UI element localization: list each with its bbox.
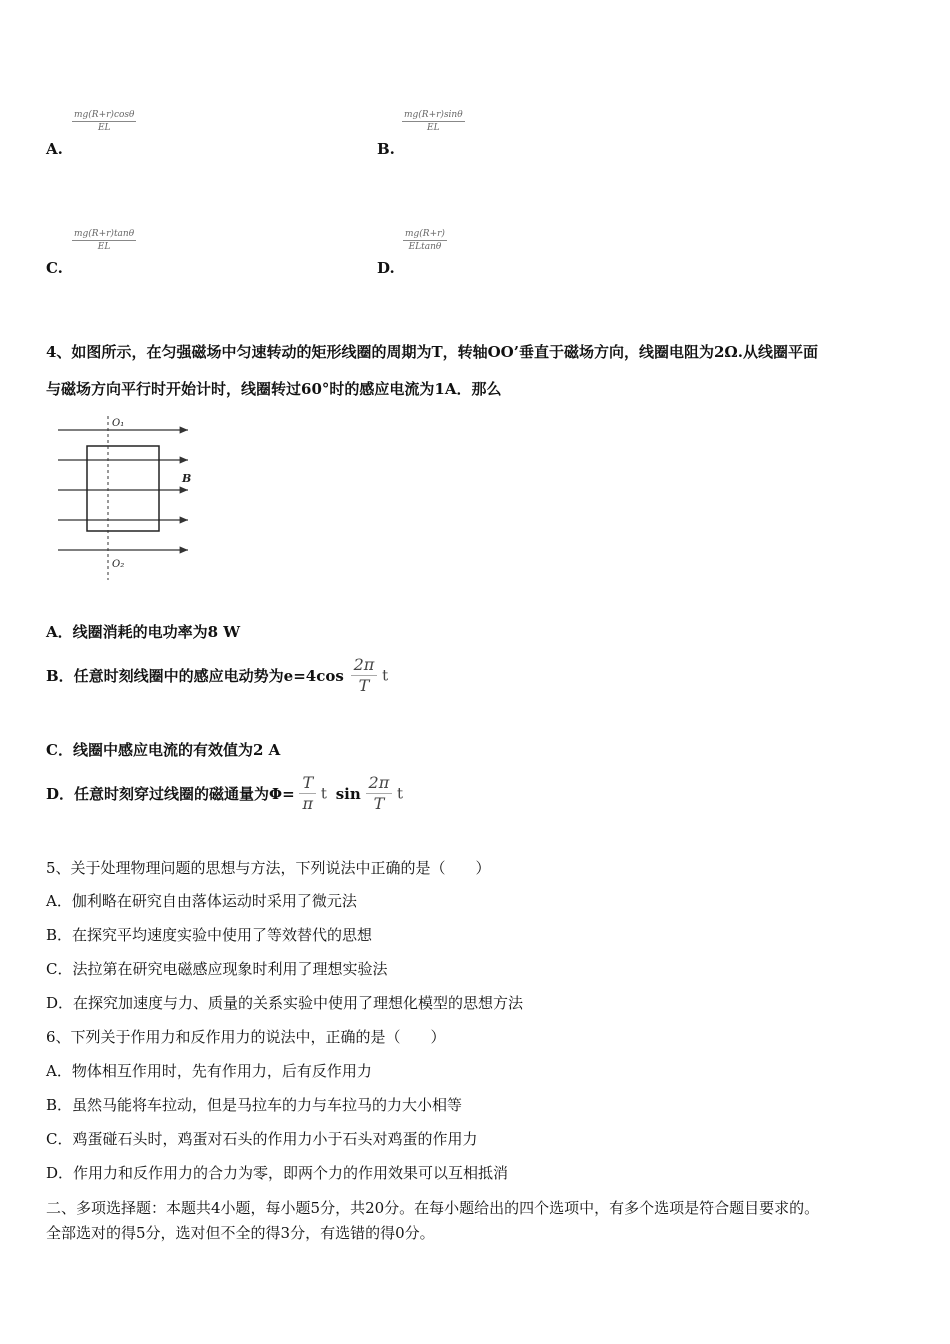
q3-option-b-denominator: EL	[427, 123, 440, 133]
coil-magnetic-field-diagram	[54, 414, 204, 584]
q4-option-b-suffix: t	[382, 666, 389, 685]
q5-option-a: A．伽利略在研究自由落体运动时采用了微元法	[46, 892, 357, 910]
q3-option-b-numerator: mg(R+r)sinθ	[404, 110, 463, 120]
q4-option-d-fraction-1	[299, 773, 316, 814]
q3-option-a-formula	[72, 110, 136, 133]
q4-option-d-sin: sin	[335, 784, 361, 803]
q4-option-d-frac1-num: T	[299, 773, 316, 794]
q4-option-d-frac2-num: 2π	[366, 773, 393, 794]
q3-option-b-letter: B.	[377, 140, 395, 158]
q4-option-d-suffix: t	[397, 784, 404, 803]
q6-option-a: A．物体相互作用时，先有作用力，后有反作用力	[46, 1062, 372, 1080]
q3-option-d-formula	[403, 229, 447, 252]
q4-option-a: A．线圈消耗的电功率为8 W	[46, 623, 241, 641]
q3-option-c-denominator: EL	[97, 242, 111, 252]
q3-option-d-numerator: mg(R+r)	[405, 229, 445, 239]
q4-option-d-mid: t	[320, 784, 327, 803]
q3-option-c-numerator: mg(R+r)tanθ	[74, 229, 135, 239]
q4-option-c: C．线圈中感应电流的有效值为2 A	[46, 741, 281, 759]
axis-label-o1: O₁	[112, 418, 125, 429]
q4-stem-line2: 与磁场方向平行时开始计时，线圈转过60°时的感应电流为1A．那么	[46, 380, 502, 398]
q3-option-c-formula	[72, 229, 136, 252]
q3-option-c-letter: C.	[46, 259, 63, 277]
q3-option-d-denominator: ELtanθ	[408, 242, 442, 252]
q4-option-b-frac-den: T	[358, 676, 370, 695]
field-lines	[58, 430, 188, 550]
q4-option-d-frac2-den: T	[373, 794, 385, 813]
q6-option-d: D．作用力和反作用力的合力为零，即两个力的作用效果可以互相抵消	[46, 1164, 509, 1182]
q5-option-c: C．法拉第在研究电磁感应现象时利用了理想实验法	[46, 960, 388, 978]
q5-option-d: D．在探究加速度与力、质量的关系实验中使用了理想化模型的思想方法	[46, 994, 524, 1012]
q4-option-d-prefix: D．任意时刻穿过线圈的磁通量为Φ=	[46, 785, 295, 803]
q6-option-b: B．虽然马能将车拉动，但是马拉车的力与车拉马的力大小相等	[46, 1096, 463, 1114]
q3-option-d-letter: D.	[377, 259, 395, 277]
field-label-b: B	[182, 472, 192, 485]
q4-option-b-fraction	[351, 655, 378, 696]
axis-label-o2: O₂	[112, 559, 125, 570]
section2-heading-line2: 全部选对的得5分，选对但不全的得3分，有选错的得0分。	[46, 1224, 435, 1242]
q3-option-a-denominator: EL	[97, 123, 111, 133]
q4-option-d	[46, 773, 403, 819]
q5-option-b: B．在探究平均速度实验中使用了等效替代的思想	[46, 926, 373, 944]
q3-option-a-numerator: mg(R+r)cosθ	[74, 110, 135, 120]
q6-stem: 6、下列关于作用力和反作用力的说法中，正确的是（ ）	[46, 1028, 446, 1046]
q5-stem: 5、关于处理物理问题的思想与方法，下列说法中正确的是（ ）	[46, 859, 491, 877]
q3-option-b-formula	[402, 110, 465, 133]
q4-option-b-prefix: B．任意时刻线圈中的感应电动势为e=4cos	[46, 667, 344, 685]
q4-stem-line1: 4、如图所示，在匀强磁场中匀速转动的矩形线圈的周期为T，转轴OO’垂直于磁场方向，线圈电阻为2Ω.从线圈平面	[46, 343, 818, 361]
rectangular-coil	[87, 446, 159, 531]
q4-option-b	[46, 655, 388, 701]
q6-option-c: C．鸡蛋碰石头时，鸡蛋对石头的作用力小于石头对鸡蛋的作用力	[46, 1130, 478, 1148]
q4-option-d-fraction-2	[366, 773, 393, 814]
q3-option-a-letter: A.	[46, 140, 63, 158]
section2-heading-line1: 二、多项选择题：本题共4小题，每小题5分，共20分。在每小题给出的四个选项中，有多个选项是符合题目要求的。	[46, 1199, 820, 1217]
q4-option-d-frac1-den: π	[302, 794, 314, 813]
q4-option-b-frac-num: 2π	[351, 655, 378, 676]
